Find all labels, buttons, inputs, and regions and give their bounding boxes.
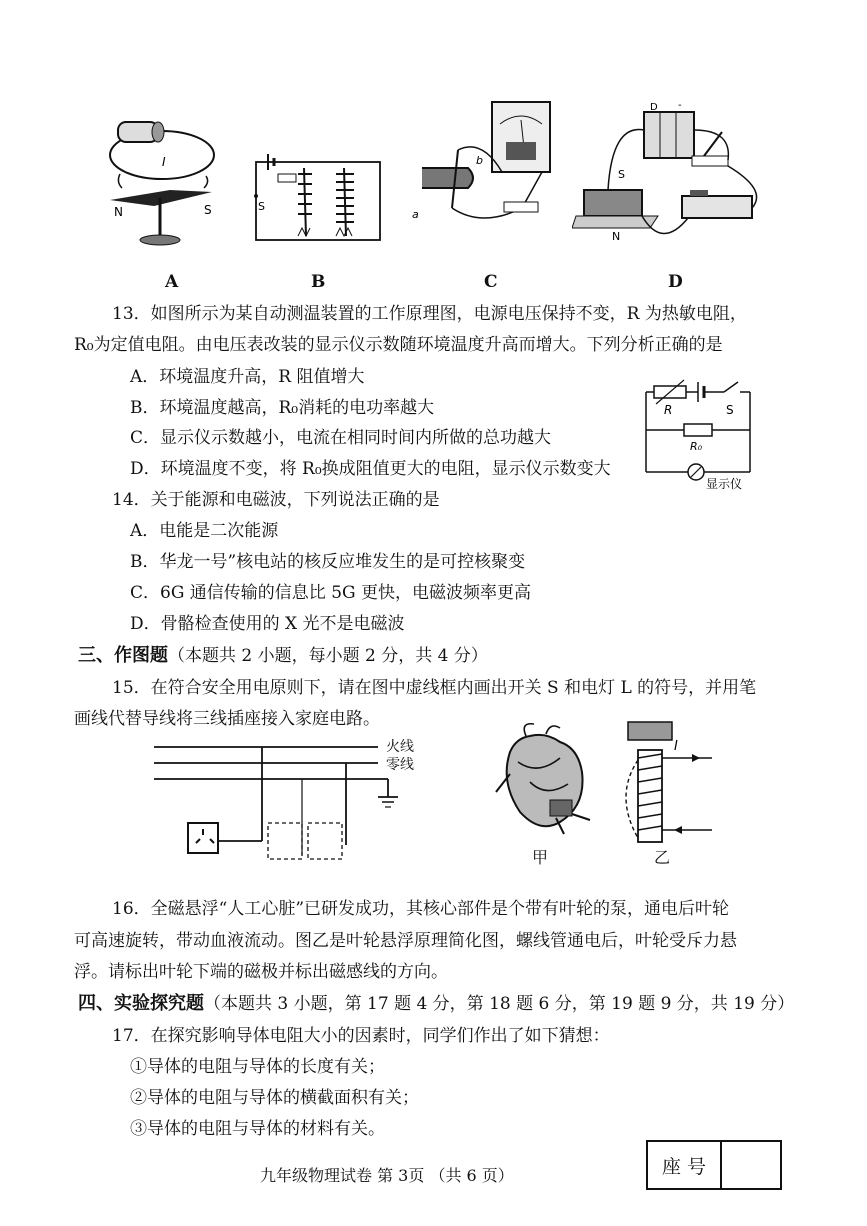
svg-text:D: D bbox=[650, 102, 658, 113]
figure-label-c: C bbox=[484, 272, 498, 292]
q13-label-r: R bbox=[664, 403, 673, 417]
section4-heading bbox=[78, 993, 794, 1015]
svg-text:S: S bbox=[618, 168, 625, 181]
section4-note: （本题共 3 小题，第 17 题 4 分，第 18 题 6 分，第 19 题 9 分，共 19 分） bbox=[204, 994, 795, 1014]
section3-heading bbox=[78, 645, 488, 667]
figure-label-d: D bbox=[668, 272, 683, 292]
q16-line2: 可高速旋转，带动血液流动。图乙是叶轮悬浮原理简化图，螺线管通电后，叶轮受斥力悬 bbox=[74, 931, 737, 951]
figure-label-b: B bbox=[311, 272, 326, 292]
q15-line1: 15．在符合安全用电原则下，请在图中虚线框内画出开关 S 和电灯 L 的符号，并用笔 bbox=[112, 678, 757, 698]
q13-label-meter: 显示仪 bbox=[706, 477, 743, 491]
svg-text:N: N bbox=[612, 230, 621, 243]
q17-item-1: ①导体的电阻与导体的长度有关； bbox=[130, 1057, 385, 1077]
q13-option-b: B．环境温度越高，R₀消耗的电功率越大 bbox=[130, 398, 435, 418]
seat-number-box bbox=[646, 1140, 782, 1190]
figure-b-electromagnets bbox=[248, 150, 388, 250]
q15-neutral-wire-label: 零线 bbox=[386, 757, 414, 773]
figure-a-coil-compass bbox=[100, 110, 230, 250]
q15-wiring-diagram bbox=[150, 735, 420, 865]
svg-text:N: N bbox=[114, 205, 123, 219]
q16-figure-jia-label: 甲 bbox=[532, 848, 549, 867]
q13-stem-line2: R₀为定值电阻。由电压表改装的显示仪示数随环境温度升高而增大。下列分析正确的是 bbox=[74, 335, 723, 355]
q14-stem: 14．关于能源和电磁波，下列说法正确的是 bbox=[112, 490, 440, 510]
seat-number-label: 座 号 bbox=[648, 1142, 722, 1188]
page-footer: 九年级物理试卷 第 3页 （共 6 页） bbox=[260, 1166, 514, 1185]
q13-option-d: D．环境温度不变，将 R₀换成阻值更大的电阻，显示仪示数变大 bbox=[130, 459, 611, 479]
q15-line2: 画线代替导线将三线插座接入家庭电路。 bbox=[74, 709, 380, 729]
svg-text:S: S bbox=[258, 200, 265, 213]
q17-stem: 17．在探究影响导体电阻大小的因素时，同学们作出了如下猜想： bbox=[112, 1026, 610, 1046]
section3-title: 三、作图题 bbox=[78, 645, 168, 666]
svg-text:a: a bbox=[412, 208, 419, 221]
q14-option-b: B．华龙一号”核电站的核反应堆发生的是可控核聚变 bbox=[130, 552, 526, 572]
q16-heart-illustration bbox=[490, 722, 600, 840]
q13-stem-line1: 13．如图所示为某自动测温装置的工作原理图，电源电压保持不变，R 为热敏电阻， bbox=[112, 304, 747, 324]
section4-title: 四、实验探究题 bbox=[78, 993, 204, 1014]
svg-text:S: S bbox=[204, 203, 212, 217]
q13-option-c: C．显示仪示数越小，电流在相同时间内所做的总功越大 bbox=[130, 428, 552, 448]
svg-text:-: - bbox=[678, 100, 682, 111]
q13-circuit-diagram bbox=[640, 372, 760, 492]
svg-text:I: I bbox=[162, 155, 166, 169]
q14-option-d: D．骨骼检查使用的 X 光不是电磁波 bbox=[130, 614, 405, 634]
q16-solenoid-diagram bbox=[612, 720, 722, 844]
q13-option-a: A．环境温度升高，R 阻值增大 bbox=[130, 367, 365, 387]
q14-option-c: C．6G 通信传输的信息比 5G 更快，电磁波频率更高 bbox=[130, 583, 532, 603]
q15-fire-wire-label: 火线 bbox=[386, 739, 414, 755]
q16-line3: 浮。请标出叶轮下端的磁极并标出磁感线的方向。 bbox=[74, 962, 448, 982]
q14-option-a: A．电能是二次能源 bbox=[130, 521, 279, 541]
figure-c-galvanometer bbox=[412, 98, 562, 238]
seat-number-value[interactable] bbox=[724, 1152, 778, 1178]
figure-label-a: A bbox=[165, 272, 179, 292]
q16-figure-yi-label: 乙 bbox=[654, 848, 671, 867]
svg-text:b: b bbox=[476, 154, 483, 167]
q17-item-2: ②导体的电阻与导体的横截面积有关； bbox=[130, 1088, 419, 1108]
figure-d-circuit-setup bbox=[572, 100, 772, 250]
q16-line1: 16．全磁悬浮“人工心脏”已研发成功，其核心部件是个带有叶轮的泵，通电后叶轮 bbox=[112, 899, 730, 919]
section3-note: （本题共 2 小题，每小题 2 分，共 4 分） bbox=[168, 646, 488, 666]
q16-current-label: I bbox=[674, 739, 678, 754]
q17-item-3: ③导体的电阻与导体的材料有关。 bbox=[130, 1119, 385, 1139]
q13-label-s: S bbox=[726, 403, 734, 417]
q13-label-r0: R₀ bbox=[690, 440, 703, 453]
